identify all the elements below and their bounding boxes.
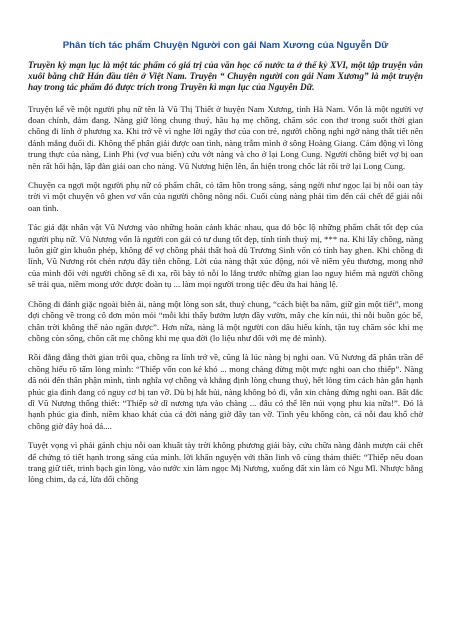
body-paragraph-3: Tác giả đặt nhân vật Vũ Nương vào những hoàn cảnh khác nhau, qua đó bộc lộ những phẩm chất tốt đẹp của người phụ nữ. Vũ Nương vốn là người con gái có tư dung tốt đẹp, tính tình thuỳ mị, *** na. Khi lấy chồng, nàng luôn giữ gìn khuôn phép, không để vợ chồng phải thất hoà dù Trương Sinh vốn có tính hay ghen. Khi chồng đi lính, Vũ Nương rót chén rượu đầy tiễn chồng. Lời của nàng thật xúc động, nói về niềm yêu thương, mong nhớ của mình đối với người chồng sẽ đi xa, rồi bày tỏ nỗi lo lắng trước những gian lao nguy hiểm mà người chồng sẽ trải qua, niềm mong ước được đoàn tụ ... làm mọi người trong tiệc đều ứa hai hàng lệ. (28, 222, 423, 290)
document-title: Phân tích tác phẩm Chuyện Người con gái Nam Xương của Nguyễn Dữ (62, 40, 389, 51)
body-paragraph-2: Chuyện ca ngợi một người phụ nữ có phẩm chất, có tâm hồn trong sáng, sáng ngời như ngọc lại bị nỗi oan tày trời vì một chuyện vô ghen vơ vẩn của người chồng nông nổi. Cuối cùng nàng phải tìm đến cái chết để giải nỗi oan tình. (28, 180, 423, 213)
body-paragraph-4: Chồng đi đánh giặc ngoài biên ải, nàng một lòng son sắt, thuỷ chung, “cách biệt ba năm, giữ gìn một tiết”, mong đợi chồng về trong cô đơn mòn mỏi “mỗi khi thấy bướm lượn đầy vườn, mây che kín núi, thì nỗi buồn góc bể, chân trời không thể nào ngăn được”. Hơn nữa, nàng là một người con dâu hiếu kính, tận tuỵ chăm sóc khi mẹ chồng còn sống, chôn cất mẹ chồng khi mẹ qua đời (lo liệu như đối với mẹ đẻ mình). (28, 298, 423, 343)
body-paragraph-1: Truyện kể về một người phụ nữ tên là Vũ Thị Thiết ở huyện Nam Xương, tỉnh Hà Nam. Vốn là một người vợ đoan chính, đảm đang. Nàng giữ lòng chung thuỷ, hầu hạ mẹ chồng, chăm sóc con thơ trong suốt thời gian chồng đi lính ở phương xa. Khi trở về vì nghe lời ngây thơ của con trẻ, người chồng nghi ngờ nàng thất tiết nên đánh mắng đuổi đi. Không thể phân giải được oan tình, nàng trẫm mình ở sông Hoàng Giang. Cảm động vì lòng trung thực của nàng, Linh Phi (vợ vua biển) cứu vớt nàng và cho ở lại Long Cung. Người chồng biết vợ bị oan nên rất hối hận, lập đàn giải oan cho nàng. Vũ Nương hiện lên, ẩn hiện trong chốc lát rồi trở lại Long Cung. (28, 103, 423, 171)
intro-paragraph: Truyền kỳ mạn lục là một tác phẩm có giá trị của văn học cổ nước ta ở thế kỷ XVI, một tập truyện văn xuôi bằng chữ Hán đầu tiên ở Việt Nam. Truyện “ Chuyện người con gái Nam Xương” là một truyện hay trong tác phẩm đó được trích trong Truyền kì mạn lục của Nguyễn Dữ. (28, 60, 423, 93)
body-paragraph-5: Rồi đằng đẵng thời gian trôi qua, chồng ra lính trở về, cũng là lúc nàng bị nghi oan. Vũ Nương đã phân trần để chồng hiểu rõ tấm lòng mình: “Thiếp vốn con kẻ khó ... mong chàng đừng một mực nghi oan cho thiếp”. Nàng đã nói đến thân phận mình, tình nghĩa vợ chồng và khẳng định lòng chung thuỷ, hết lòng tìm cách hàn gắn hạnh phúc gia đình đang có nguy cơ bị tan vỡ. Dù bị hắt hủi, nàng không bỏ đi, vẫn xin chàng đừng nghi oan. Bất đắc dĩ Vũ Nương thống thiết: “Thiếp sở dĩ nương tựa vào chàng ... đâu có thể lên núi vọng phu kia nữa!”. Đó là hạnh phúc gia đình, niềm khao khát của cả đời nàng giờ đây tan vỡ. Tình yêu không còn, cả nỗi đau khổ chờ chồng giờ đây hoá đá.... (28, 352, 423, 431)
body-paragraph-6: Tuyệt vọng vì phải gánh chịu nỗi oan khuất tày trời không phương giải bày, cứu chữa nàng đành mượn cái chết để chứng tỏ tiết hạnh trong sáng của mình. lời khấn nguyện với thần linh vô cùng thảm thiết: “Thiếp nếu đoan trang giữ tiết, trinh bạch gìn lòng, vào nước xin làm ngọc Mị Nương, xuống đất xin làm cỏ Ngu Mĩ. Nhược bằng lòng chim, dạ cá, lừa dối chồng (28, 440, 423, 485)
